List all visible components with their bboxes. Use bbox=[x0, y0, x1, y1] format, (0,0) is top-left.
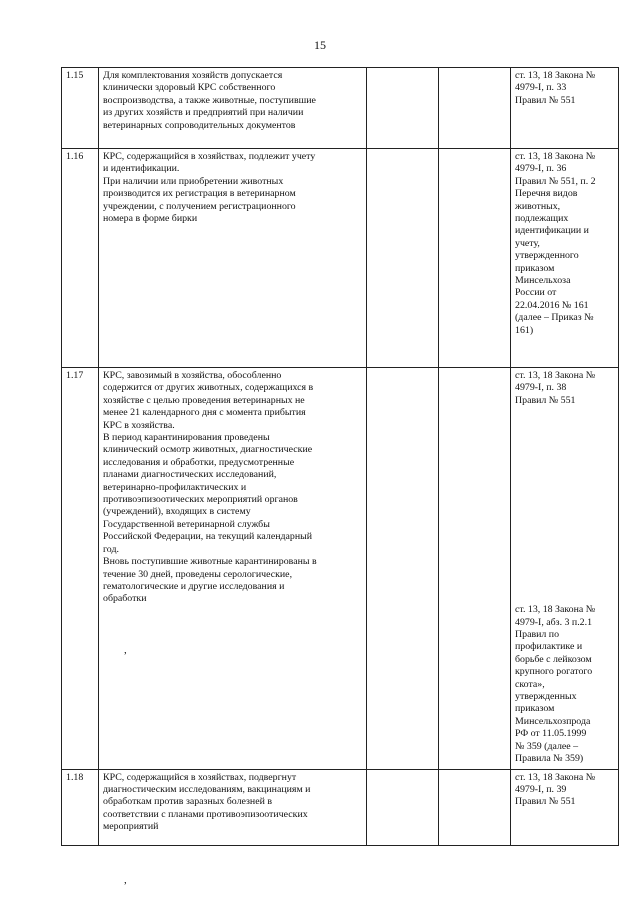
ref-line: 4979-I, п. 33 bbox=[515, 82, 567, 94]
ref-line: ст. 13, 18 Закона № bbox=[515, 771, 596, 783]
text-line: клинический осмотр животных, диагностические bbox=[103, 444, 313, 456]
legal-reference bbox=[511, 68, 619, 149]
ref-line: Перечня видов bbox=[515, 188, 578, 200]
answer-yes-cell bbox=[367, 68, 439, 149]
requirement-text bbox=[99, 368, 367, 770]
ref-line: ст. 13, 18 Закона № bbox=[515, 70, 596, 81]
text-line: (учреждений), входящих в систему bbox=[103, 506, 251, 518]
text-line: планами диагностических исследований, bbox=[103, 469, 277, 481]
ref-line: Правил № 551 bbox=[515, 394, 576, 406]
table-row bbox=[62, 149, 619, 368]
row-number: 1.16 bbox=[62, 149, 99, 368]
text-line: Для комплектования хозяйств допускается bbox=[103, 70, 283, 81]
text-line: менее 21 календарного дня с момента прибытия bbox=[103, 407, 306, 419]
table-row bbox=[62, 68, 619, 149]
ref-line: ст. 13, 18 Закона № bbox=[515, 604, 596, 616]
ref-line: 4979-I, п. 38 bbox=[515, 382, 567, 394]
text-line: содержится от других животных, содержащихся в bbox=[103, 382, 314, 394]
text-line: и идентификации. bbox=[103, 163, 180, 175]
row-number: 1.17 bbox=[62, 368, 99, 770]
answer-no-cell bbox=[439, 769, 511, 845]
ref-line: 22.04.2016 № 161 bbox=[515, 299, 589, 311]
text-line: год. bbox=[103, 543, 119, 555]
ref-line: идентификации и bbox=[515, 225, 589, 237]
text-line: ветеринарно-профилактических и bbox=[103, 481, 247, 493]
text-line: Российской Федерации, на текущий календарный bbox=[103, 531, 313, 543]
text-line: диагностическим исследованиям, вакцинациям и bbox=[103, 783, 311, 795]
scan-mark: , bbox=[124, 874, 127, 886]
text-line: исследования и обработки, предусмотренные bbox=[103, 456, 295, 468]
row-number: 1.18 bbox=[62, 769, 99, 845]
requirement-text bbox=[99, 149, 367, 368]
ref-line: Правил № 551 bbox=[515, 796, 576, 808]
ref-line: Правила № 359) bbox=[515, 753, 584, 765]
table-row bbox=[62, 769, 619, 845]
ref-line: приказом bbox=[515, 262, 555, 274]
legal-reference bbox=[511, 149, 619, 368]
ref-line: № 359 (далее – bbox=[515, 740, 579, 752]
ref-line: крупного рогатого bbox=[515, 666, 593, 678]
text-line: КРС, завозимый в хозяйства, обособленно bbox=[103, 370, 282, 381]
ref-line: Правил № 551 bbox=[515, 94, 576, 106]
legal-reference-secondary bbox=[515, 604, 615, 765]
answer-no-cell bbox=[439, 68, 511, 149]
ref-line: Правил по bbox=[515, 629, 560, 641]
ref-line: животных, bbox=[515, 200, 561, 212]
text-line: обработки bbox=[103, 593, 147, 605]
ref-line: 161) bbox=[515, 324, 534, 336]
ref-line: борьбе с лейкозом bbox=[515, 653, 592, 665]
ref-line: (далее – Приказ № bbox=[515, 312, 594, 324]
text-line: соответствии с планами противоэпизоотических bbox=[103, 808, 308, 820]
legal-reference bbox=[511, 368, 619, 770]
ref-line: России от bbox=[515, 287, 557, 299]
text-line: При наличии или приобретении животных bbox=[103, 175, 284, 187]
text-line: КРС в хозяйства. bbox=[103, 419, 175, 431]
text-line: производится их регистрация в ветеринарном bbox=[103, 188, 296, 200]
answer-no-cell bbox=[439, 368, 511, 770]
text-line: воспроизводства, а также животные, поступившие bbox=[103, 94, 316, 106]
ref-line: приказом bbox=[515, 703, 555, 715]
answer-yes-cell bbox=[367, 769, 439, 845]
text-line: В период карантинирования проведены bbox=[103, 432, 270, 444]
ref-line: РФ от 11.05.1999 bbox=[515, 728, 587, 740]
ref-line: Минсельхоза bbox=[515, 275, 571, 287]
ref-line: ст. 13, 18 Закона № bbox=[515, 370, 596, 381]
ref-line: 4979-I, п. 39 bbox=[515, 783, 567, 795]
scan-mark: , bbox=[124, 644, 127, 656]
ref-line: подлежащих bbox=[515, 213, 569, 225]
ref-line: 4979-I, п. 36 bbox=[515, 163, 567, 175]
text-line: номера в форме бирки bbox=[103, 213, 198, 225]
requirement-text bbox=[99, 769, 367, 845]
answer-yes-cell bbox=[367, 368, 439, 770]
text-line: течение 30 дней, проведены серологические, bbox=[103, 568, 293, 580]
requirements-table bbox=[61, 67, 619, 846]
text-line: противоэпизоотических мероприятий органов bbox=[103, 494, 298, 506]
ref-line: Правил № 551, п. 2 bbox=[515, 175, 596, 187]
answer-no-cell bbox=[439, 149, 511, 368]
table-row bbox=[62, 368, 619, 770]
ref-line: Минсельхозпрода bbox=[515, 715, 591, 727]
text-line: мероприятий bbox=[103, 821, 159, 833]
ref-line: ст. 13, 18 Закона № bbox=[515, 151, 596, 162]
ref-line: утвержденного bbox=[515, 250, 579, 262]
text-line: учреждении, с получением регистрационного bbox=[103, 200, 296, 212]
ref-line: скота», bbox=[515, 678, 545, 690]
text-line: гематологические и другие исследования и bbox=[103, 580, 285, 592]
ref-line: 4979-I, абз. 3 п.2.1 bbox=[515, 616, 593, 628]
text-line: КРС, содержащийся в хозяйствах, подлежит учету bbox=[103, 151, 316, 162]
answer-yes-cell bbox=[367, 149, 439, 368]
ref-line: утвержденных bbox=[515, 691, 577, 703]
ref-line: учету, bbox=[515, 237, 540, 249]
legal-reference bbox=[511, 769, 619, 845]
text-line: хозяйстве с целью проведения ветеринарных не bbox=[103, 394, 305, 406]
text-line: Вновь поступившие животные карантинированы в bbox=[103, 556, 317, 568]
requirement-text bbox=[99, 68, 367, 149]
ref-line: профилактике и bbox=[515, 641, 583, 653]
text-line: из других хозяйств и предприятий при наличии bbox=[103, 107, 304, 119]
row-number: 1.15 bbox=[62, 68, 99, 149]
text-line: обработкам против заразных болезней в bbox=[103, 796, 273, 808]
text-line: ветеринарных сопроводительных документов bbox=[103, 119, 296, 131]
page-number: 15 bbox=[314, 38, 326, 52]
text-line: Государственной ветеринарной службы bbox=[103, 518, 270, 530]
text-line: клинически здоровый КРС собственного bbox=[103, 82, 276, 94]
text-line: КРС, содержащийся в хозяйствах, подвергнут bbox=[103, 771, 297, 783]
